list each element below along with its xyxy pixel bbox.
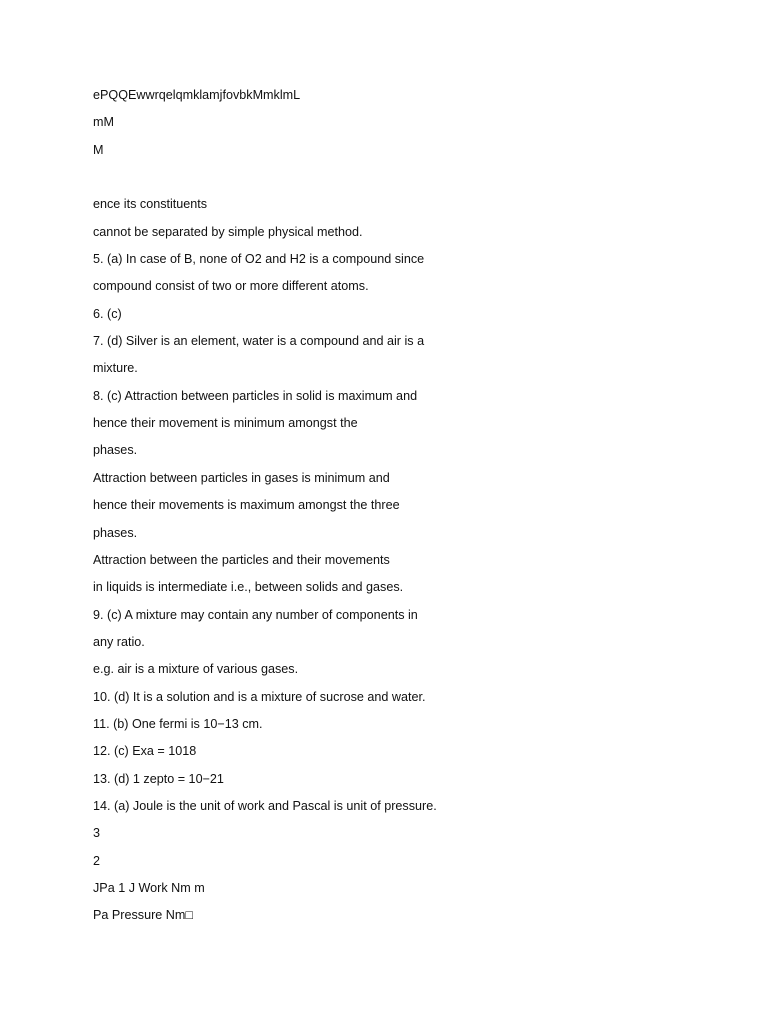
answer-11: 11. (b) One fermi is 10−13 cm. — [93, 716, 263, 731]
text-line: ence its constituents — [93, 197, 208, 212]
text-line: phases. — [93, 443, 138, 458]
answer-13: 13. (d) 1 zepto = 10−21 — [93, 771, 224, 786]
text-line: hence their movement is minimum amongst the — [93, 416, 358, 431]
text-line: Attraction between the particles and their movements — [93, 552, 390, 567]
text-line: compound consist of two or more different atoms. — [93, 279, 369, 294]
text-line: mixture. — [93, 361, 138, 376]
answer-7: 7. (d) Silver is an element, water is a compound and air is a — [93, 334, 425, 349]
text-line: any ratio. — [93, 634, 145, 649]
answer-6: 6. (c) — [93, 306, 122, 321]
answer-8: 8. (c) Attraction between particles in solid is maximum and — [93, 388, 418, 403]
answer-12: 12. (c) Exa = 1018 — [93, 744, 197, 759]
text-line: hence their movements is maximum amongst the three — [93, 498, 400, 513]
answer-5: 5. (a) In case of B, none of O2 and H2 is a compound since — [93, 252, 425, 267]
text-line: 3 — [93, 826, 101, 841]
text-line: in liquids is intermediate i.e., between solids and gases. — [93, 580, 404, 595]
text-line: 2 — [93, 853, 101, 868]
text-line: Attraction between particles in gases is minimum and — [93, 470, 390, 485]
text-line: e.g. air is a mixture of various gases. — [93, 662, 299, 677]
text-line: M — [93, 142, 104, 157]
answer-10: 10. (d) It is a solution and is a mixture of sucrose and water. — [93, 689, 426, 704]
text-line: JPa 1 J Work Nm m — [93, 880, 205, 895]
text-line: mM — [93, 115, 114, 130]
blank-line — [93, 164, 713, 191]
text-line: phases. — [93, 525, 138, 540]
answer-14: 14. (a) Joule is the unit of work and Pascal is unit of pressure. — [93, 798, 437, 813]
answer-9: 9. (c) A mixture may contain any number of components in — [93, 607, 418, 622]
text-line: ePQQEwwrqelqmklamjfovbkMmklmL — [93, 88, 301, 102]
answer-text-block — [93, 82, 713, 930]
text-line: Pa Pressure Nm□ — [93, 908, 193, 923]
text-line: cannot be separated by simple physical method. — [93, 224, 363, 239]
